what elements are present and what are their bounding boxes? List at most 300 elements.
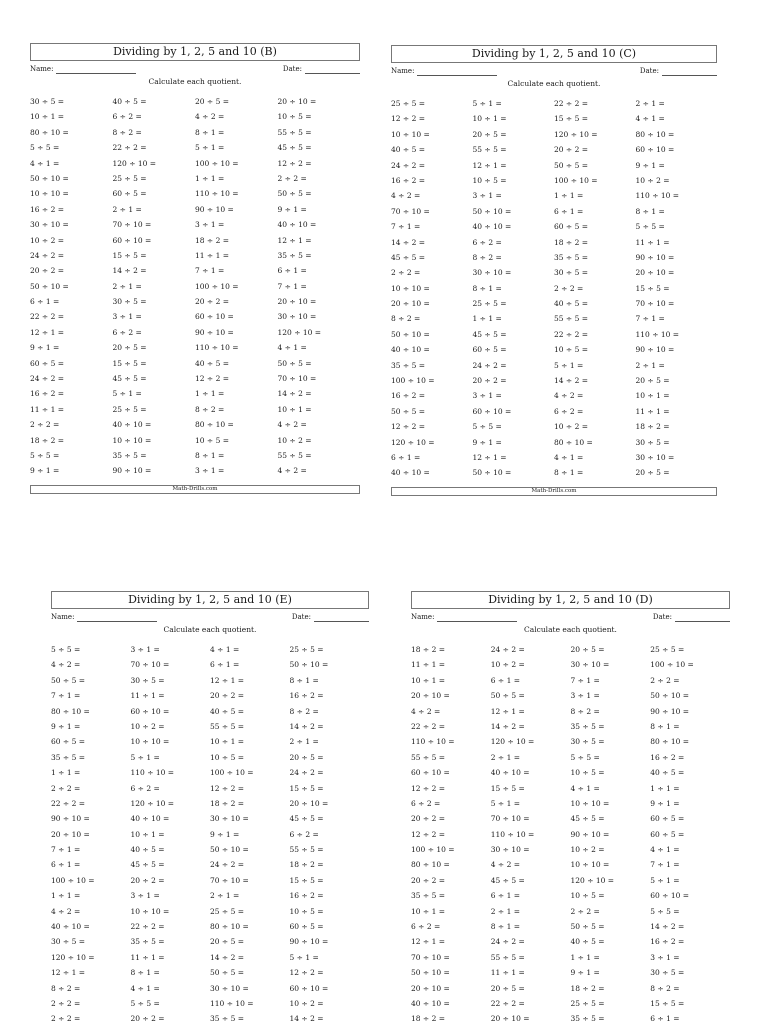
problem-cell: 7 ÷ 1 =: [277, 281, 307, 291]
problem-cell: 18 ÷ 2 =: [554, 237, 589, 247]
problem-cell: 4 ÷ 1 =: [570, 783, 600, 793]
problem-cell: 50 ÷ 10 =: [210, 845, 249, 855]
date-label: Date:: [291, 613, 311, 621]
problem-cell: 16 ÷ 2 =: [30, 389, 65, 399]
problem-cell: 20 ÷ 5 =: [490, 983, 525, 993]
problem-grid: [411, 642, 730, 1027]
problem-cell: 5 ÷ 1 =: [112, 389, 142, 399]
problem-cell: 16 ÷ 2 =: [289, 891, 324, 901]
problem-cell: 35 ÷ 5 =: [554, 252, 589, 262]
problem-cell: 2 ÷ 1 =: [490, 906, 521, 916]
problem-cell: 18 ÷ 2 =: [411, 645, 446, 654]
problem-cell: 24 ÷ 2 =: [490, 937, 525, 947]
problem-cell: 45 ÷ 5 =: [472, 329, 507, 339]
problem-cell: 4 ÷ 1 =: [650, 845, 680, 855]
problem-cell: 11 ÷ 1 =: [195, 250, 230, 260]
worksheet-c: [391, 45, 717, 496]
problem-cell: 80 ÷ 10 =: [195, 420, 234, 430]
worksheet-title: Dividing by 1, 2, 5 and 10 (D): [411, 591, 730, 609]
problem-cell: 7 ÷ 1 =: [570, 675, 600, 685]
problem-cell: 4 ÷ 2 =: [51, 660, 81, 670]
problem-cell: 80 ÷ 10 =: [554, 437, 593, 447]
problem-cell: 70 ÷ 10 =: [490, 814, 530, 824]
problem-cell: 90 ÷ 10 =: [51, 814, 90, 824]
problem-cell: 60 ÷ 10 =: [472, 406, 512, 416]
problem-cell: 25 ÷ 5 =: [112, 404, 147, 414]
problem-cell: 10 ÷ 2 =: [635, 175, 670, 185]
problem-cell: 6 ÷ 2 =: [411, 922, 441, 932]
problem-cell: 20 ÷ 2 =: [411, 814, 446, 824]
problem-cell: 20 ÷ 2 =: [130, 875, 165, 885]
problem-cell: 120 ÷ 10 =: [130, 798, 175, 808]
problem-cell: 60 ÷ 10 =: [635, 145, 675, 155]
problem-cell: 7 ÷ 1 =: [51, 845, 81, 855]
problem-cell: 10 ÷ 10 =: [570, 798, 610, 808]
problem-cell: 5 ÷ 5 =: [472, 422, 502, 432]
problem-cell: 55 ÷ 5 =: [277, 127, 312, 137]
problem-cell: 1 ÷ 1 =: [570, 952, 600, 962]
problem-cell: 7 ÷ 1 =: [391, 222, 421, 232]
problem-cell: 7 ÷ 1 =: [51, 691, 81, 701]
problem-cell: 14 ÷ 2 =: [210, 952, 245, 962]
problem-cell: 24 ÷ 2 =: [30, 250, 65, 260]
problem-cell: 14 ÷ 2 =: [289, 1014, 324, 1024]
problem-cell: 60 ÷ 10 =: [411, 768, 450, 778]
name-field: [391, 66, 497, 76]
instructions: Calculate each quotient.: [163, 625, 257, 634]
problem-cell: 3 ÷ 1 =: [472, 191, 502, 201]
instructions: Calculate each quotient.: [507, 79, 601, 88]
problem-cell: 4 ÷ 2 =: [51, 906, 81, 916]
problem-cell: 11 ÷ 1 =: [635, 237, 670, 247]
problem-cell: 110 ÷ 10 =: [411, 737, 455, 747]
problem-cell: 40 ÷ 10 =: [411, 998, 450, 1008]
problem-cell: 18 ÷ 2 =: [195, 235, 230, 245]
problem-cell: 70 ÷ 10 =: [635, 299, 675, 309]
problem-cell: 30 ÷ 10 =: [277, 312, 317, 322]
problem-cell: 50 ÷ 5 =: [554, 160, 589, 170]
problem-cell: 50 ÷ 10 =: [30, 173, 69, 183]
name-date-row: [51, 612, 369, 628]
problem-cell: 10 ÷ 1 =: [277, 404, 312, 414]
problem-cell: 4 ÷ 1 =: [30, 158, 60, 168]
problem-cell: 20 ÷ 10 =: [635, 268, 675, 278]
problem-cell: 40 ÷ 10 =: [112, 420, 152, 430]
problem-cell: 8 ÷ 1 =: [195, 127, 225, 137]
problem-cell: 14 ÷ 2 =: [289, 721, 324, 731]
problem-cell: 60 ÷ 10 =: [650, 891, 690, 901]
problem-cell: 10 ÷ 5 =: [570, 891, 605, 901]
problem-cell: 8 ÷ 1 =: [472, 283, 502, 293]
problem-cell: 30 ÷ 5 =: [130, 675, 165, 685]
problem-cell: 25 ÷ 5 =: [289, 645, 324, 654]
problem-cell: 50 ÷ 10 =: [411, 968, 450, 978]
problem-cell: 4 ÷ 2 =: [277, 466, 307, 476]
problem-cell: 90 ÷ 10 =: [635, 345, 675, 355]
problem-cell: 5 ÷ 1 =: [650, 875, 680, 885]
date-field: [283, 64, 360, 74]
problem-cell: 1 ÷ 1 =: [195, 173, 225, 183]
problem-cell: 10 ÷ 10 =: [391, 283, 430, 293]
problem-cell: 10 ÷ 5 =: [570, 768, 605, 778]
problem-cell: 5 ÷ 1 =: [130, 752, 160, 762]
problem-cell: 1 ÷ 1 =: [554, 191, 584, 201]
problem-cell: 20 ÷ 5 =: [195, 97, 230, 106]
problem-cell: 18 ÷ 2 =: [635, 422, 670, 432]
problem-cell: 50 ÷ 5 =: [391, 406, 426, 416]
problem-cell: 20 ÷ 2 =: [411, 875, 446, 885]
problem-cell: 2 ÷ 2 =: [51, 998, 81, 1008]
problem-cell: 80 ÷ 10 =: [210, 922, 249, 932]
problem-cell: 10 ÷ 1 =: [635, 391, 670, 401]
problem-cell: 40 ÷ 5 =: [210, 706, 245, 716]
problem-cell: 6 ÷ 2 =: [411, 798, 441, 808]
problem-cell: 14 ÷ 2 =: [554, 376, 589, 386]
problem-cell: 15 ÷ 5 =: [112, 250, 147, 260]
problem-cell: 20 ÷ 10 =: [51, 829, 90, 839]
problem-cell: 80 ÷ 10 =: [650, 737, 690, 747]
problem-cell: 3 ÷ 1 =: [570, 691, 600, 701]
problem-cell: 30 ÷ 10 =: [472, 268, 512, 278]
problem-cell: 40 ÷ 5 =: [554, 299, 589, 309]
problem-cell: 8 ÷ 1 =: [635, 206, 665, 216]
problem-cell: 10 ÷ 10 =: [130, 737, 170, 747]
problem-cell: 8 ÷ 2 =: [289, 706, 319, 716]
problem-cell: 5 ÷ 5 =: [130, 998, 160, 1008]
problem-cell: 90 ÷ 10 =: [570, 829, 610, 839]
problem-cell: 120 ÷ 10 =: [51, 952, 95, 962]
problem-cell: 2 ÷ 1 =: [490, 752, 521, 762]
problem-cell: 30 ÷ 10 =: [490, 845, 530, 855]
problem-cell: 2 ÷ 2 =: [570, 906, 600, 916]
problem-cell: 5 ÷ 5 =: [30, 450, 60, 460]
problem-cell: 35 ÷ 5 =: [51, 752, 86, 762]
problem-cell: 12 ÷ 2 =: [391, 422, 426, 432]
problem-cell: 10 ÷ 10 =: [30, 189, 69, 199]
problem-cell: 30 ÷ 5 =: [570, 737, 605, 747]
problem-cell: 45 ÷ 5 =: [490, 875, 525, 885]
problem-cell: 55 ÷ 5 =: [490, 952, 525, 962]
name-field: [51, 612, 157, 622]
problem-cell: 11 ÷ 1 =: [635, 406, 670, 416]
problem-cell: 50 ÷ 10 =: [391, 329, 430, 339]
problem-cell: 25 ÷ 5 =: [472, 299, 507, 309]
problem-cell: 70 ÷ 10 =: [210, 875, 249, 885]
problem-cell: 12 ÷ 1 =: [472, 160, 507, 170]
problem-cell: 50 ÷ 5 =: [570, 922, 605, 932]
problem-cell: 20 ÷ 10 =: [411, 691, 450, 701]
problem-cell: 35 ÷ 5 =: [277, 250, 312, 260]
problem-cell: 1 ÷ 1 =: [51, 768, 81, 778]
problem-cell: 11 ÷ 1 =: [130, 952, 165, 962]
problem-cell: 30 ÷ 5 =: [635, 437, 670, 447]
problem-cell: 15 ÷ 5 =: [490, 783, 525, 793]
problem-cell: 9 ÷ 1 =: [472, 437, 502, 447]
problem-cell: 40 ÷ 10 =: [490, 768, 530, 778]
problem-cell: 35 ÷ 5 =: [210, 1014, 245, 1024]
date-line: [662, 67, 717, 76]
problem-cell: 40 ÷ 10 =: [391, 468, 430, 478]
problem-cell: 30 ÷ 10 =: [210, 814, 249, 824]
problem-cell: 20 ÷ 10 =: [490, 1014, 530, 1024]
problem-cell: 35 ÷ 5 =: [570, 1014, 605, 1024]
problem-cell: 50 ÷ 5 =: [51, 675, 86, 685]
problem-cell: 6 ÷ 1 =: [554, 206, 584, 216]
name-date-row: [30, 64, 360, 80]
problem-cell: 10 ÷ 1 =: [472, 114, 507, 124]
problem-cell: 2 ÷ 1 =: [112, 204, 142, 214]
problem-cell: 16 ÷ 2 =: [650, 752, 685, 762]
problem-cell: 6 ÷ 2 =: [130, 783, 160, 793]
problem-cell: 4 ÷ 2 =: [277, 420, 307, 430]
name-label: Name:: [51, 613, 75, 621]
problem-cell: 12 ÷ 2 =: [411, 783, 446, 793]
problem-cell: 90 ÷ 10 =: [635, 252, 675, 262]
problem-cell: 16 ÷ 2 =: [391, 391, 426, 401]
date-label: Date:: [652, 613, 672, 621]
problem-cell: 90 ÷ 10 =: [195, 327, 234, 337]
problem-cell: 50 ÷ 10 =: [472, 206, 512, 216]
problem-cell: 12 ÷ 1 =: [210, 675, 245, 685]
problem-cell: 30 ÷ 10 =: [570, 660, 610, 670]
problem-cell: 14 ÷ 2 =: [650, 922, 685, 932]
problem-cell: 20 ÷ 5 =: [210, 937, 245, 947]
problem-cell: 16 ÷ 2 =: [391, 175, 426, 185]
problem-cell: 9 ÷ 1 =: [635, 160, 665, 170]
problem-cell: 2 ÷ 2 =: [277, 173, 307, 183]
problem-cell: 9 ÷ 1 =: [650, 798, 680, 808]
problem-cell: 22 ÷ 2 =: [30, 312, 65, 322]
problem-cell: 110 ÷ 10 =: [195, 343, 239, 353]
problem-cell: 100 ÷ 10 =: [195, 158, 239, 168]
problem-grid: [51, 642, 369, 1027]
worksheet-title: Dividing by 1, 2, 5 and 10 (E): [51, 591, 369, 609]
name-label: Name:: [411, 613, 435, 621]
problem-cell: 20 ÷ 5 =: [112, 343, 147, 353]
problem-grid: [391, 96, 717, 481]
problem-cell: 2 ÷ 2 =: [391, 268, 421, 278]
problem-cell: 80 ÷ 10 =: [30, 127, 69, 137]
problem-cell: 35 ÷ 5 =: [130, 937, 165, 947]
name-line: [437, 613, 517, 622]
problem-cell: 12 ÷ 1 =: [411, 937, 446, 947]
problem-cell: 4 ÷ 2 =: [490, 860, 521, 870]
date-line: [675, 613, 730, 622]
problem-cell: 5 ÷ 5 =: [30, 143, 60, 153]
problem-cell: 18 ÷ 2 =: [289, 860, 324, 870]
problem-cell: 8 ÷ 2 =: [112, 127, 142, 137]
problem-cell: 40 ÷ 5 =: [195, 358, 230, 368]
name-label: Name:: [30, 65, 54, 73]
problem-cell: 30 ÷ 5 =: [650, 968, 685, 978]
problem-grid: [30, 94, 360, 479]
problem-cell: 4 ÷ 2 =: [391, 191, 421, 201]
problem-cell: 6 ÷ 1 =: [51, 860, 81, 870]
problem-cell: 10 ÷ 5 =: [195, 435, 230, 445]
problem-cell: 6 ÷ 2 =: [554, 406, 584, 416]
problem-cell: 10 ÷ 2 =: [30, 235, 65, 245]
problem-cell: 35 ÷ 5 =: [112, 450, 147, 460]
problem-cell: 6 ÷ 2 =: [289, 829, 319, 839]
problem-cell: 110 ÷ 10 =: [635, 191, 680, 201]
problem-cell: 20 ÷ 2 =: [210, 691, 245, 701]
problem-cell: 12 ÷ 1 =: [51, 968, 86, 978]
problem-cell: 20 ÷ 5 =: [635, 468, 670, 478]
problem-cell: 2 ÷ 1 =: [210, 891, 240, 901]
problem-cell: 2 ÷ 2 =: [51, 783, 81, 793]
problem-cell: 10 ÷ 2 =: [570, 845, 605, 855]
problem-cell: 12 ÷ 1 =: [472, 452, 507, 462]
problem-cell: 6 ÷ 1 =: [30, 297, 60, 307]
name-date-row: [391, 66, 717, 82]
problem-cell: 50 ÷ 5 =: [277, 189, 312, 199]
problem-cell: 14 ÷ 2 =: [391, 237, 426, 247]
problem-cell: 9 ÷ 1 =: [30, 466, 60, 476]
problem-cell: 8 ÷ 2 =: [195, 404, 225, 414]
problem-cell: 90 ÷ 10 =: [112, 466, 152, 476]
problem-cell: 9 ÷ 1 =: [277, 204, 307, 214]
problem-cell: 1 ÷ 1 =: [472, 314, 502, 324]
problem-cell: 8 ÷ 2 =: [570, 706, 600, 716]
problem-cell: 90 ÷ 10 =: [195, 204, 234, 214]
problem-cell: 2 ÷ 1 =: [112, 281, 142, 291]
problem-cell: 4 ÷ 1 =: [210, 645, 240, 654]
problem-cell: 110 ÷ 10 =: [130, 768, 175, 778]
problem-cell: 100 ÷ 10 =: [554, 175, 598, 185]
problem-cell: 10 ÷ 10 =: [130, 906, 170, 916]
problem-cell: 10 ÷ 1 =: [130, 829, 165, 839]
name-line: [77, 613, 157, 622]
problem-cell: 22 ÷ 2 =: [112, 143, 147, 153]
problem-cell: 25 ÷ 5 =: [391, 99, 426, 108]
problem-cell: 2 ÷ 1 =: [635, 360, 665, 370]
problem-cell: 12 ÷ 1 =: [30, 327, 65, 337]
problem-cell: 5 ÷ 5 =: [635, 222, 665, 232]
problem-cell: 10 ÷ 10 =: [391, 129, 430, 139]
problem-cell: 15 ÷ 5 =: [650, 998, 685, 1008]
footer-credit: Math-Drills.com: [30, 485, 360, 494]
problem-cell: 20 ÷ 10 =: [277, 97, 317, 106]
problem-cell: 90 ÷ 10 =: [650, 706, 690, 716]
problem-cell: 3 ÷ 1 =: [130, 645, 160, 654]
problem-cell: 55 ÷ 5 =: [411, 752, 446, 762]
problem-cell: 1 ÷ 1 =: [195, 389, 225, 399]
problem-cell: 35 ÷ 5 =: [570, 721, 605, 731]
problem-cell: 7 ÷ 1 =: [195, 266, 225, 276]
problem-cell: 20 ÷ 5 =: [472, 129, 507, 139]
problem-cell: 70 ÷ 10 =: [130, 660, 170, 670]
instructions: Calculate each quotient.: [148, 77, 242, 86]
problem-cell: 40 ÷ 5 =: [650, 768, 685, 778]
name-date-row: [411, 612, 730, 628]
problem-cell: 55 ÷ 5 =: [472, 145, 507, 155]
problem-cell: 50 ÷ 10 =: [289, 660, 329, 670]
problem-cell: 30 ÷ 5 =: [30, 97, 65, 106]
problem-cell: 50 ÷ 5 =: [490, 691, 525, 701]
problem-cell: 100 ÷ 10 =: [411, 845, 455, 855]
problem-cell: 120 ÷ 10 =: [391, 437, 435, 447]
problem-cell: 60 ÷ 10 =: [289, 983, 329, 993]
problem-cell: 6 ÷ 1 =: [490, 675, 521, 685]
problem-cell: 120 ÷ 10 =: [277, 327, 322, 337]
problem-cell: 100 ÷ 10 =: [210, 768, 254, 778]
problem-cell: 90 ÷ 10 =: [289, 937, 329, 947]
problem-cell: 50 ÷ 5 =: [277, 358, 312, 368]
problem-cell: 120 ÷ 10 =: [554, 129, 598, 139]
problem-cell: 55 ÷ 5 =: [554, 314, 589, 324]
problem-cell: 22 ÷ 2 =: [411, 721, 446, 731]
problem-cell: 8 ÷ 1 =: [554, 468, 584, 478]
problem-cell: 16 ÷ 2 =: [289, 691, 324, 701]
problem-cell: 22 ÷ 2 =: [554, 99, 589, 108]
problem-cell: 15 ÷ 5 =: [635, 283, 670, 293]
problem-cell: 60 ÷ 10 =: [112, 235, 152, 245]
problem-cell: 12 ÷ 2 =: [411, 829, 446, 839]
problem-cell: 9 ÷ 1 =: [30, 343, 60, 353]
problem-cell: 35 ÷ 5 =: [391, 360, 426, 370]
problem-cell: 10 ÷ 10 =: [570, 860, 610, 870]
problem-cell: 10 ÷ 5 =: [277, 112, 312, 122]
problem-cell: 24 ÷ 2 =: [391, 160, 426, 170]
problem-cell: 10 ÷ 2 =: [289, 998, 324, 1008]
problem-cell: 70 ÷ 10 =: [277, 374, 317, 384]
problem-cell: 22 ÷ 2 =: [51, 798, 86, 808]
problem-cell: 60 ÷ 10 =: [130, 706, 170, 716]
problem-cell: 10 ÷ 1 =: [411, 675, 446, 685]
problem-cell: 24 ÷ 2 =: [472, 360, 507, 370]
problem-cell: 8 ÷ 2 =: [391, 314, 421, 324]
problem-cell: 9 ÷ 1 =: [51, 721, 81, 731]
problem-cell: 3 ÷ 1 =: [112, 312, 142, 322]
problem-cell: 20 ÷ 5 =: [289, 752, 324, 762]
problem-cell: 12 ÷ 2 =: [210, 783, 245, 793]
problem-cell: 3 ÷ 1 =: [650, 952, 680, 962]
problem-cell: 12 ÷ 1 =: [490, 706, 525, 716]
problem-cell: 14 ÷ 2 =: [112, 266, 147, 276]
problem-cell: 8 ÷ 1 =: [289, 675, 319, 685]
problem-cell: 60 ÷ 5 =: [472, 345, 507, 355]
problem-cell: 6 ÷ 1 =: [391, 452, 421, 462]
problem-cell: 30 ÷ 5 =: [554, 268, 589, 278]
problem-cell: 25 ÷ 5 =: [112, 173, 147, 183]
problem-cell: 6 ÷ 1 =: [490, 891, 521, 901]
problem-cell: 5 ÷ 1 =: [289, 952, 319, 962]
problem-cell: 12 ÷ 2 =: [289, 968, 324, 978]
name-line: [56, 65, 136, 74]
problem-cell: 110 ÷ 10 =: [195, 189, 239, 199]
problem-cell: 24 ÷ 2 =: [490, 645, 525, 654]
problem-cell: 80 ÷ 10 =: [51, 706, 90, 716]
problem-cell: 25 ÷ 5 =: [210, 906, 245, 916]
problem-cell: 35 ÷ 5 =: [411, 891, 446, 901]
problem-cell: 2 ÷ 2 =: [650, 675, 680, 685]
problem-cell: 60 ÷ 5 =: [30, 358, 65, 368]
problem-cell: 20 ÷ 10 =: [411, 983, 450, 993]
name-label: Name:: [391, 67, 415, 75]
problem-cell: 2 ÷ 2 =: [30, 420, 60, 430]
problem-cell: 45 ÷ 5 =: [112, 374, 147, 384]
problem-cell: 24 ÷ 2 =: [210, 860, 245, 870]
problem-cell: 20 ÷ 2 =: [130, 1014, 165, 1024]
problem-cell: 60 ÷ 5 =: [112, 189, 147, 199]
problem-cell: 45 ÷ 5 =: [289, 814, 324, 824]
date-field: [653, 612, 730, 622]
problem-cell: 80 ÷ 10 =: [411, 860, 450, 870]
problem-cell: 18 ÷ 2 =: [570, 983, 605, 993]
problem-cell: 120 ÷ 10 =: [112, 158, 157, 168]
problem-cell: 40 ÷ 5 =: [391, 145, 426, 155]
problem-cell: 10 ÷ 5 =: [472, 175, 507, 185]
